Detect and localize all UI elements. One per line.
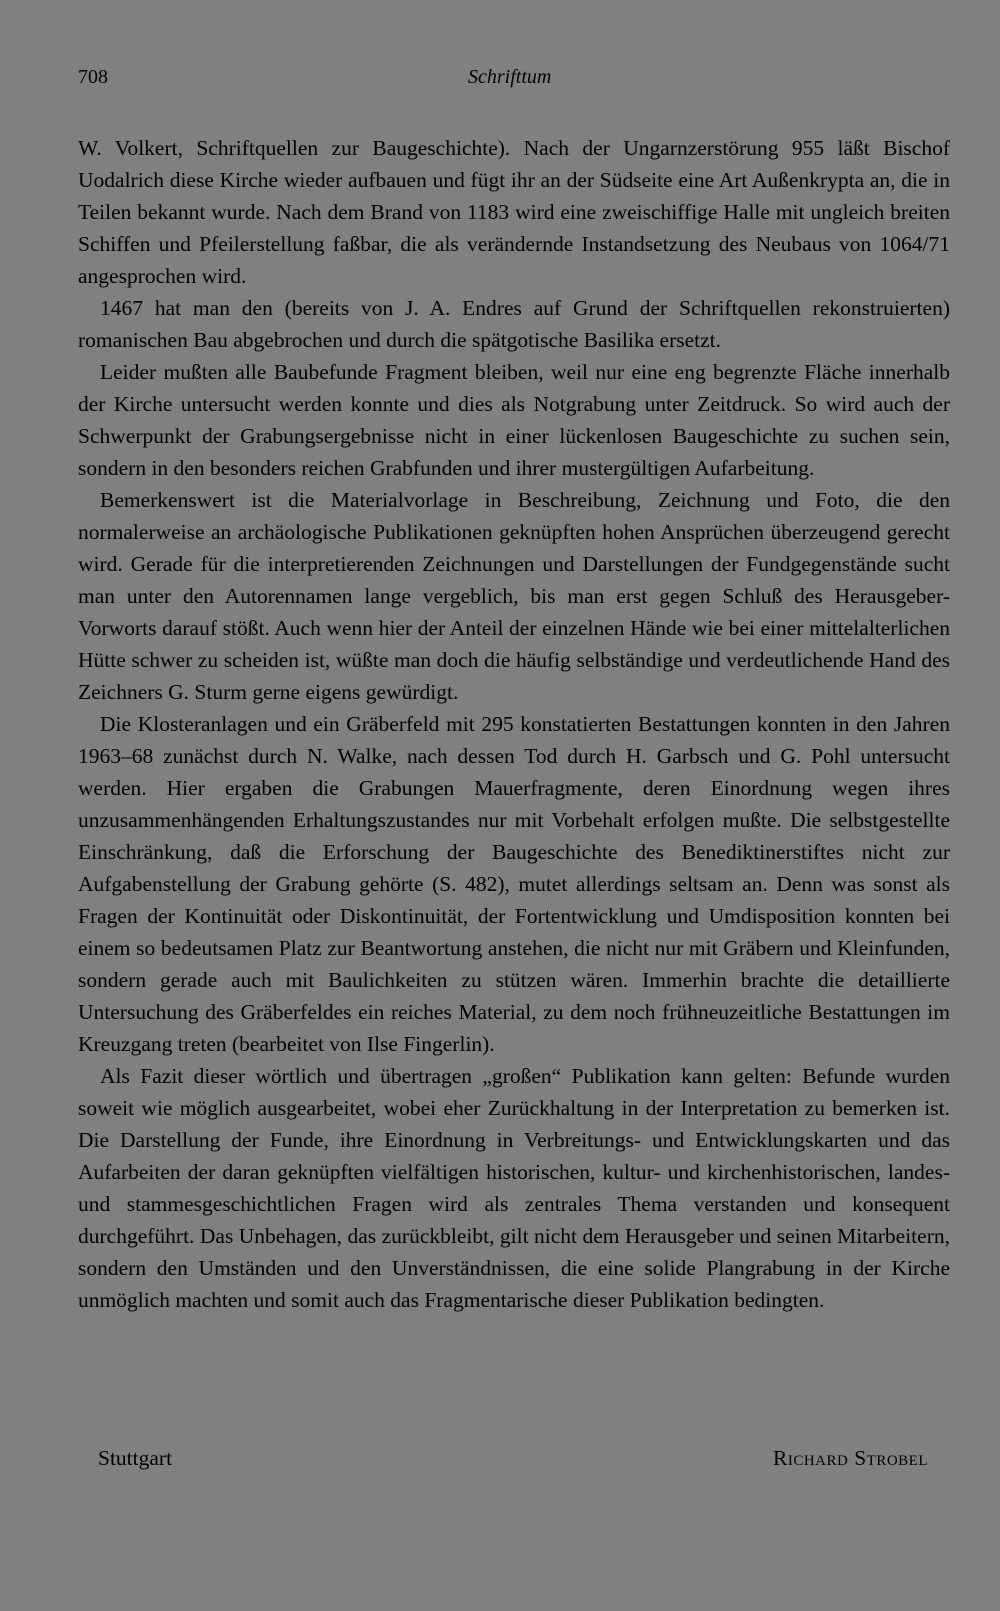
- paragraph: Leider mußten alle Baubefunde Fragment bleiben, weil nur eine eng begrenzte Fläche innerhalb der Kirche untersucht werden konnte und dies als Notgrabung unter Zeitdruck. So wird auch der Schwerpunkt der Grabungsergebnisse nicht in einer lückenlosen Baugeschichte zu suchen sein, sondern in den besonders reichen Grabfunden und ihrer mustergültigen Aufarbeitung.: [78, 360, 950, 480]
- page-number: 708: [78, 66, 108, 88]
- paragraph: Bemerkenswert ist die Materialvorlage in Beschreibung, Zeichnung und Foto, die den normalerweise an archäologische Publikationen geknüpften hohen Ansprüchen überzeugend gerecht wird. Gerade für die interpretierenden Zeichnungen und Darstellungen der Fundgegenstände sucht man unter den Autorennamen lange vergeblich, bis man erst gegen Schluß des Herausgeber-Vorworts darauf stößt. Auch wenn hier der Anteil der einzelnen Hände wie bei einer mittelalterlichen Hütte schwer zu scheiden ist, wüßte man doch die häufig selbständige und verdeutlichende Hand des Zeichners G. Sturm gerne eigens gewürdigt.: [78, 488, 950, 704]
- running-title: Schrifttum: [468, 66, 552, 88]
- paragraph: Als Fazit dieser wörtlich und übertragen „großen“ Publikation kann gelten: Befunde wurden soweit wie möglich ausgearbeitet, wobei eher Zurückhaltung in der Interpretation zu bemerken ist. Die Darstellung der Funde, ihre Einordnung in Verbreitungs- und Entwicklungskarten und das Aufarbeiten der daran geknüpften vielfältigen historischen, kultur- und kirchenhistorischen, landes- und stammesgeschichtlichen Fragen wird als zentrales Thema verstanden und konsequent durchgeführt. Das Unbehagen, das zurückbleibt, gilt nicht dem Herausgeber und seinen Mitarbeitern, sondern den Umständen und den Unverständnissen, die eine solide Plangrabung in der Kirche unmöglich machten und somit auch das Fragmentarische dieser Publikation bedingten.: [78, 1064, 950, 1312]
- body-text: [78, 132, 950, 1316]
- signature-place: Stuttgart: [98, 1446, 173, 1470]
- signature-author: Richard Strobel: [772, 1446, 928, 1470]
- signature-line: [98, 1446, 928, 1478]
- paragraph: Die Klosteranlagen und ein Gräberfeld mit 295 konstatierten Bestattungen konnten in den Jahren 1963–68 zunächst durch N. Walke, nach dessen Tod durch H. Garbsch und G. Pohl untersucht werden. Hier ergaben die Grabungen Mauerfragmente, deren Einordnung wegen ihres unzusammenhängenden Erhaltungszustandes nur mit Vorbehalt erfolgen mußte. Die selbstgestellte Einschränkung, daß die Erforschung der Baugeschichte des Benediktinerstiftes nicht zur Aufgabenstellung der Grabung gehörte (S. 482), mutet allerdings seltsam an. Denn was sonst als Fragen der Kontinuität oder Diskontinuität, der Fortentwicklung und Umdisposition konnten bei einem so bedeutsamen Platz zur Beantwortung anstehen, die nicht nur mit Gräbern und Kleinfunden, sondern gerade auch mit Baulichkeiten zu stützen wären. Immerhin brachte die detaillierte Untersuchung des Gräberfeldes ein reiches Material, zu dem noch frühneuzeitliche Bestattungen im Kreuzgang treten (bearbeitet von Ilse Fingerlin).: [78, 712, 950, 1056]
- page-header: [78, 66, 938, 96]
- paragraph: 1467 hat man den (bereits von J. A. Endres auf Grund der Schriftquellen rekonstruierten) romanischen Bau abgebrochen und durch die spätgotische Basilika ersetzt.: [78, 296, 950, 352]
- paragraph: W. Volkert, Schriftquellen zur Baugeschichte). Nach der Ungarnzerstörung 955 läßt Bischof Uodalrich diese Kirche wieder aufbauen und fügt ihr an der Südseite eine Art Außenkrypta an, die in Teilen bekannt wurde. Nach dem Brand von 1183 wird eine zweischiffige Halle mit ungleich breiten Schiffen und Pfeilerstellung faßbar, die als verändernde Instandsetzung des Neubaus von 1064/71 angesprochen wird.: [78, 136, 950, 288]
